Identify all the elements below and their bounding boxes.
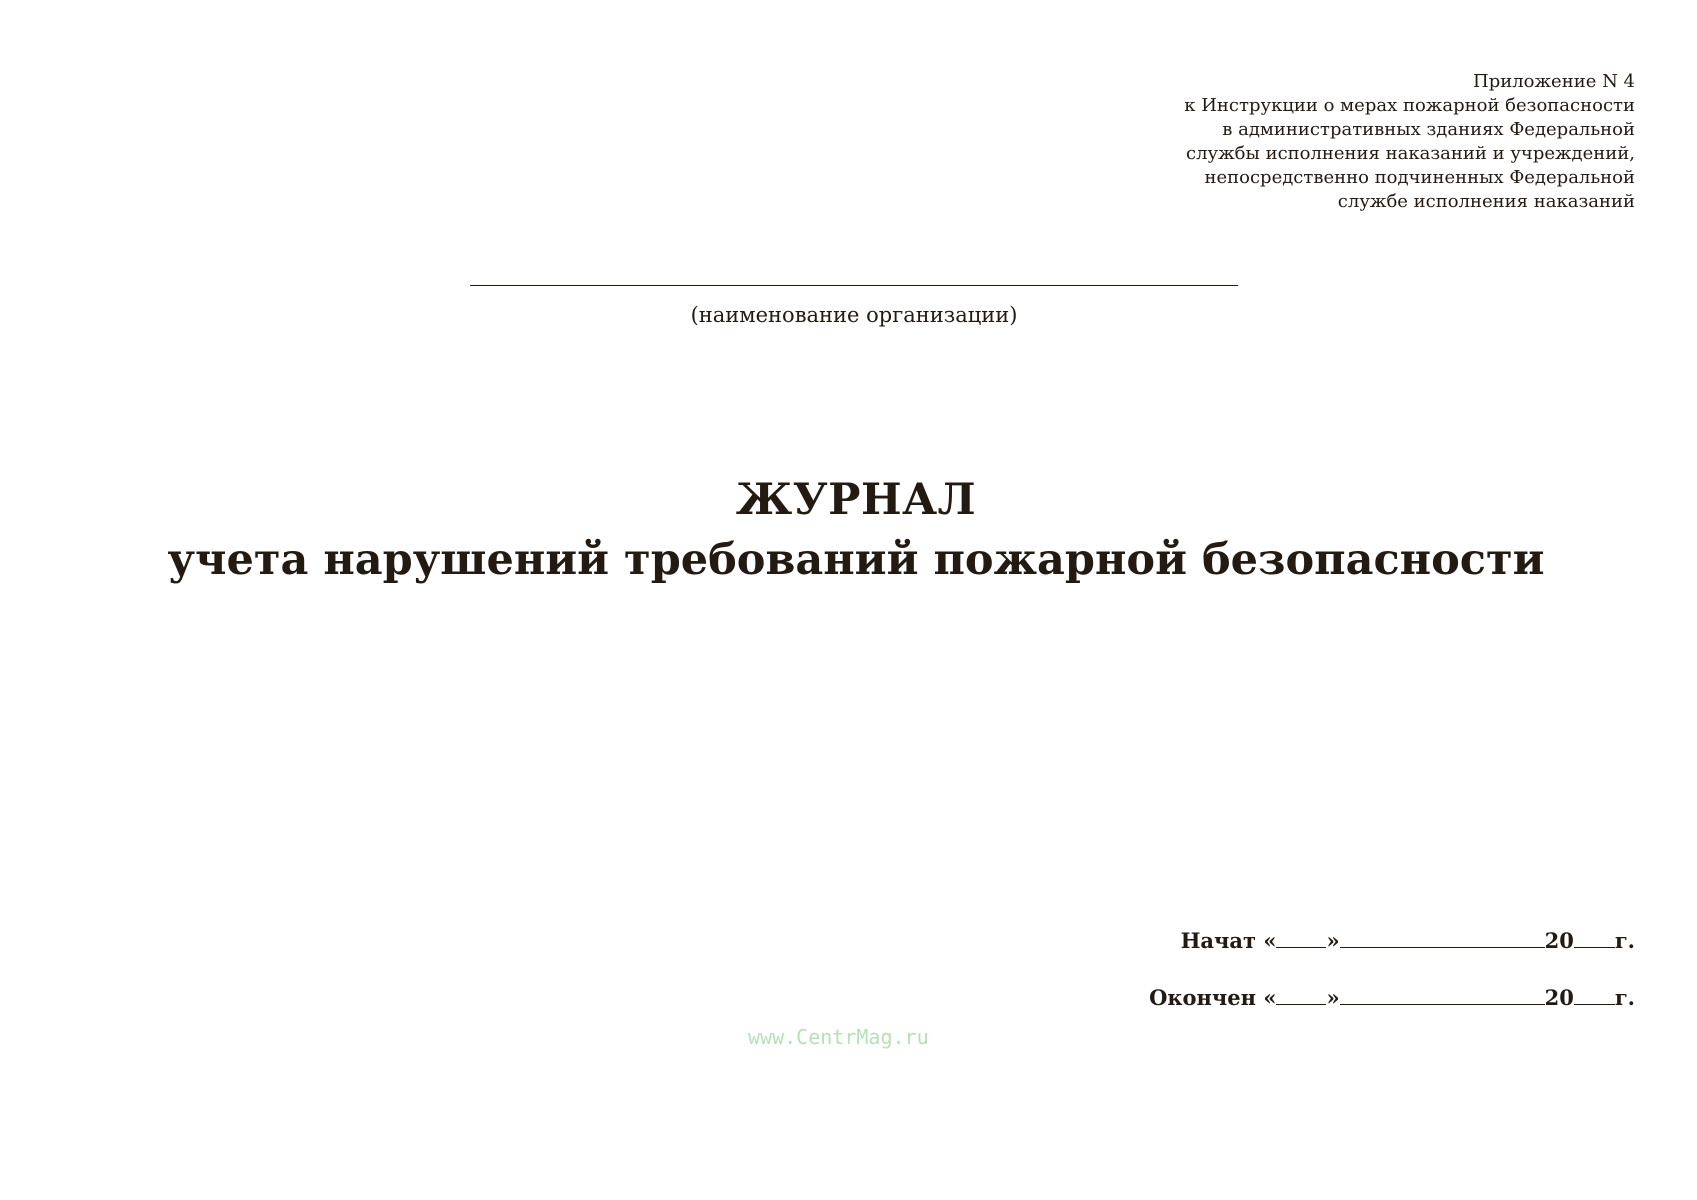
appendix-line: в административных зданиях Федеральной <box>1222 119 1635 140</box>
open-quote: « <box>1263 985 1277 1010</box>
appendix-line: непосредственно подчиненных Федеральной <box>1204 167 1635 188</box>
close-quote: » <box>1326 928 1340 953</box>
appendix-note <box>1115 70 1635 214</box>
appendix-line: службе исполнения наказаний <box>1337 191 1635 212</box>
start-year-suffix: г. <box>1614 928 1635 953</box>
start-month-blank <box>1340 929 1545 948</box>
organization-caption: (наименование организации) <box>690 303 1018 327</box>
start-date-row <box>1149 928 1635 956</box>
end-month-blank <box>1340 986 1545 1005</box>
title-main: ЖУРНАЛ <box>735 475 977 525</box>
appendix-line: к Инструкции о мерах пожарной безопасности <box>1184 95 1635 116</box>
date-fields <box>1149 928 1635 1013</box>
start-date-label: Начат <box>1180 928 1257 953</box>
organization-name-line <box>470 285 1238 286</box>
start-year-prefix: 20 <box>1544 928 1574 953</box>
end-year-blank <box>1574 986 1615 1005</box>
end-date-row <box>1149 985 1635 1013</box>
end-date-label: Окончен <box>1149 985 1257 1010</box>
end-year-prefix: 20 <box>1544 985 1574 1010</box>
open-quote: « <box>1263 928 1277 953</box>
appendix-line: Приложение N 4 <box>1473 71 1635 92</box>
start-day-blank <box>1276 929 1326 948</box>
end-day-blank <box>1276 986 1326 1005</box>
end-year-suffix: г. <box>1614 985 1635 1010</box>
site-watermark: www.CentrMag.ru <box>748 1025 929 1049</box>
appendix-line: службы исполнения наказаний и учреждений, <box>1186 143 1635 164</box>
close-quote: » <box>1326 985 1340 1010</box>
title-subtitle: учета нарушений требований пожарной безопасности <box>167 535 1545 585</box>
journal-title <box>0 470 1697 590</box>
start-year-blank <box>1574 929 1615 948</box>
